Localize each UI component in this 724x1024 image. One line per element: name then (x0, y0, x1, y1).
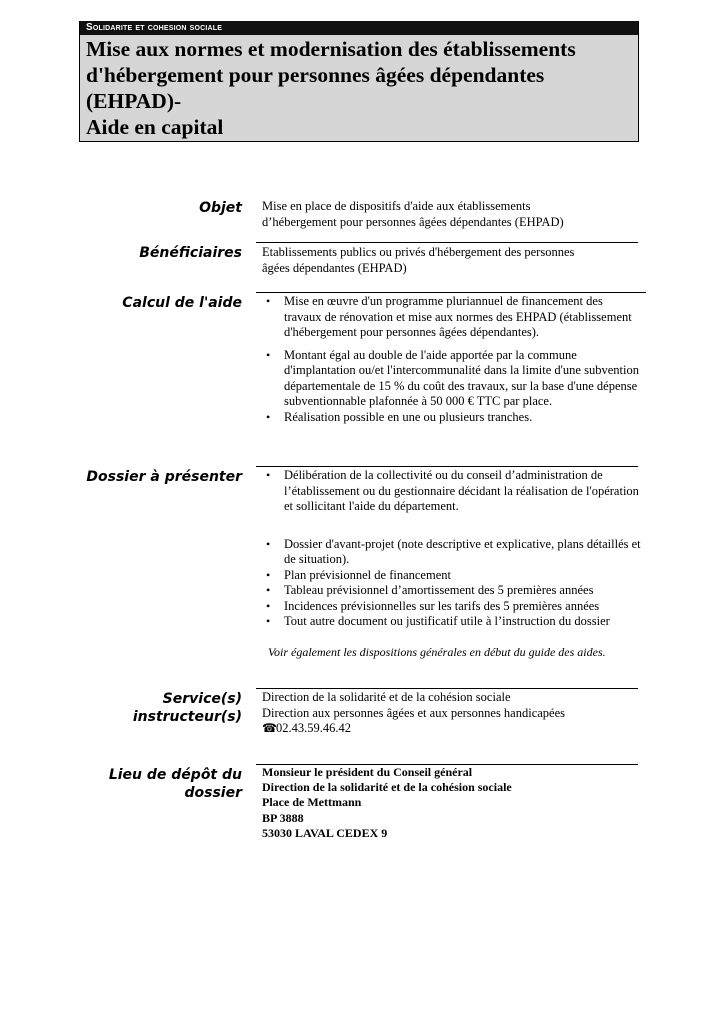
list-item: • Mise en œuvre d'un programme pluriannuel de financement des travaux de rénovation et mise aux normes des EHPAD (établissement d'hébergement pour personnes âgées dépendantes). (262, 294, 642, 341)
section-divider (256, 292, 646, 293)
title-line: (EHPAD)- (86, 89, 182, 113)
service-label (80, 690, 242, 726)
general-provisions-note: Voir également les dispositions générales en début du guide des aides. (268, 644, 606, 659)
service-line: Direction aux personnes âgées et aux personnes handicapées (262, 705, 566, 720)
address-line: 53030 LAVAL CEDEX 9 (262, 825, 388, 840)
lieu-label (80, 766, 242, 802)
phone-number: 02.43.59.46.42 (276, 721, 351, 735)
list-item: • Dossier d'avant-projet (note descriptive et explicative, plans détaillés et de situation). (262, 537, 642, 568)
address-line: BP 3888 (262, 810, 304, 825)
list-item: • Réalisation possible en une ou plusieurs tranches. (262, 410, 642, 426)
beneficiaires-line: âgées dépendantes (EHPAD) (262, 260, 407, 275)
calcul-list (262, 294, 642, 425)
page-header (79, 21, 639, 142)
section-divider (256, 242, 638, 243)
address-line: Direction de la solidarité et de la cohésion sociale (262, 780, 512, 795)
category-banner: Solidarite et cohesion sociale (80, 21, 638, 35)
page-title (80, 35, 638, 141)
phone-line (262, 721, 642, 737)
list-item: • Tout autre document ou justificatif utile à l’instruction du dossier (262, 614, 642, 630)
telephone-icon: ☎ (262, 721, 277, 735)
objet-line: d’hébergement pour personnes âgées dépendantes (EHPAD) (262, 214, 564, 229)
service-label-line: Service(s) (162, 691, 242, 707)
service-content (262, 690, 642, 737)
dossier-label: Dossier à présenter (86, 469, 242, 485)
lieu-label-line: Lieu de dépôt du (108, 767, 242, 783)
lieu-label-line: dossier (184, 785, 242, 801)
service-line: Direction de la solidarité et de la cohésion sociale (262, 690, 511, 704)
address-line: Place de Mettmann (262, 795, 362, 810)
dossier-list-2 (262, 537, 642, 630)
beneficiaires-line: Etablissements publics ou privés d'hébergement des personnes (262, 245, 575, 259)
section-divider (256, 466, 638, 467)
title-line: d'hébergement pour personnes âgées dépendantes (86, 63, 545, 87)
title-line: Aide en capital (86, 115, 224, 139)
lieu-address (262, 765, 642, 841)
beneficiaires-content (262, 245, 642, 276)
objet-content (262, 199, 642, 230)
list-item: • Tableau prévisionnel d’amortissement des 5 premières années (262, 583, 642, 599)
list-item: • Plan prévisionnel de financement (262, 568, 642, 584)
objet-label: Objet (199, 200, 242, 216)
objet-line: Mise en place de dispositifs d'aide aux établissements (262, 199, 531, 213)
list-item: • Incidences prévisionnelles sur les tarifs des 5 premières années (262, 599, 642, 615)
address-line: Monsieur le président du Conseil général (262, 765, 473, 779)
list-item: • Montant égal au double de l'aide apportée par la commune d'implantation ou/et l'intercommunalité dans la limite d'une subvention départementale de 15 % du coût des travaux, sur la base d'une dépense subventionnable plafonnée à 50 000 € TTC par place. (262, 348, 642, 410)
section-divider (256, 688, 638, 689)
dossier-list-1 (262, 468, 642, 515)
calcul-content (262, 294, 642, 425)
list-item: • Délibération de la collectivité ou du conseil d’administration de l’établissement ou du gestionnaire décidant la réalisation de l'opération et sollicitant l'aide du département. (262, 468, 642, 515)
title-line: Mise aux normes et modernisation des établissements (86, 37, 576, 61)
dossier-content (262, 468, 642, 660)
service-label-line: instructeur(s) (132, 709, 242, 725)
beneficiaires-label: Bénéficiaires (139, 245, 242, 261)
calcul-label: Calcul de l'aide (122, 295, 242, 311)
